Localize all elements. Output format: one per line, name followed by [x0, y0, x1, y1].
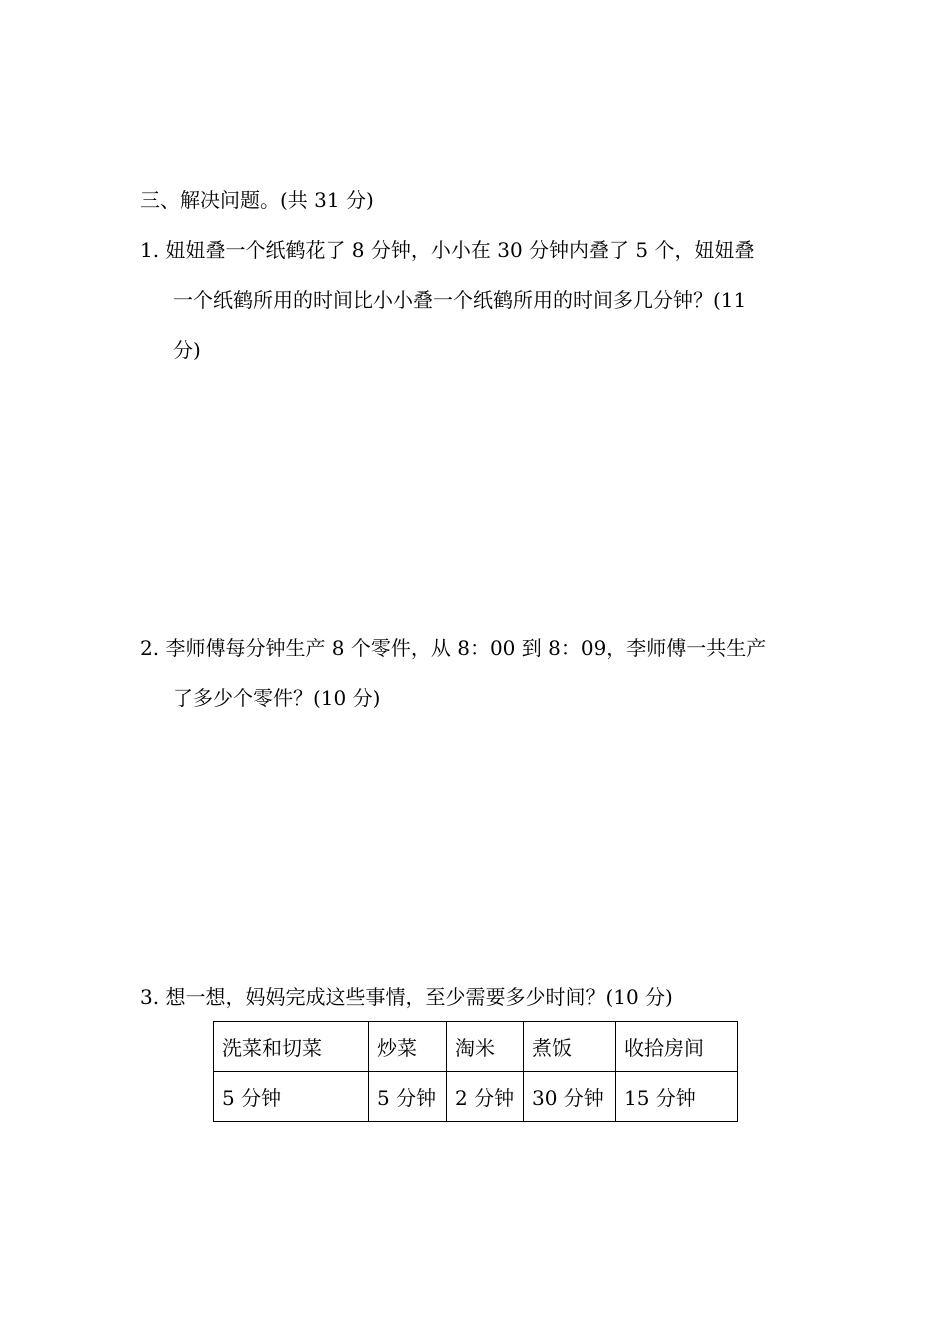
- table-cell: 5 分钟: [214, 1072, 369, 1122]
- question-1-line-1: 1. 妞妞叠一个纸鹤花了 8 分钟，小小在 30 分钟内叠了 5 个，妞妞叠: [140, 238, 755, 262]
- table-header-cell: 收拾房间: [616, 1022, 738, 1072]
- question-3-line-1: 3. 想一想，妈妈完成这些事情，至少需要多少时间？(10 分): [140, 985, 673, 1009]
- question-1-line-2: 一个纸鹤所用的时间比小小叠一个纸鹤所用的时间多几分钟？(11: [173, 288, 747, 312]
- table-header-cell: 洗菜和切菜: [214, 1022, 369, 1072]
- table-header-row: [214, 1022, 738, 1072]
- table-header-cell: 淘米: [447, 1022, 524, 1072]
- table-row: [214, 1072, 738, 1122]
- question-2-line-2: 了多少个零件？(10 分): [173, 686, 381, 710]
- table-cell: 30 分钟: [524, 1072, 616, 1122]
- table-cell: 2 分钟: [447, 1072, 524, 1122]
- time-table: [213, 1021, 738, 1122]
- question-1-line-3: 分): [173, 338, 201, 362]
- table-cell: 5 分钟: [369, 1072, 447, 1122]
- table-header-cell: 炒菜: [369, 1022, 447, 1072]
- table-header-cell: 煮饭: [524, 1022, 616, 1072]
- table-cell: 15 分钟: [616, 1072, 738, 1122]
- section-title: 三、解决问题。(共 31 分): [140, 188, 374, 212]
- question-2-line-1: 2. 李师傅每分钟生产 8 个零件，从 8：00 到 8：09，李师傅一共生产: [140, 636, 767, 660]
